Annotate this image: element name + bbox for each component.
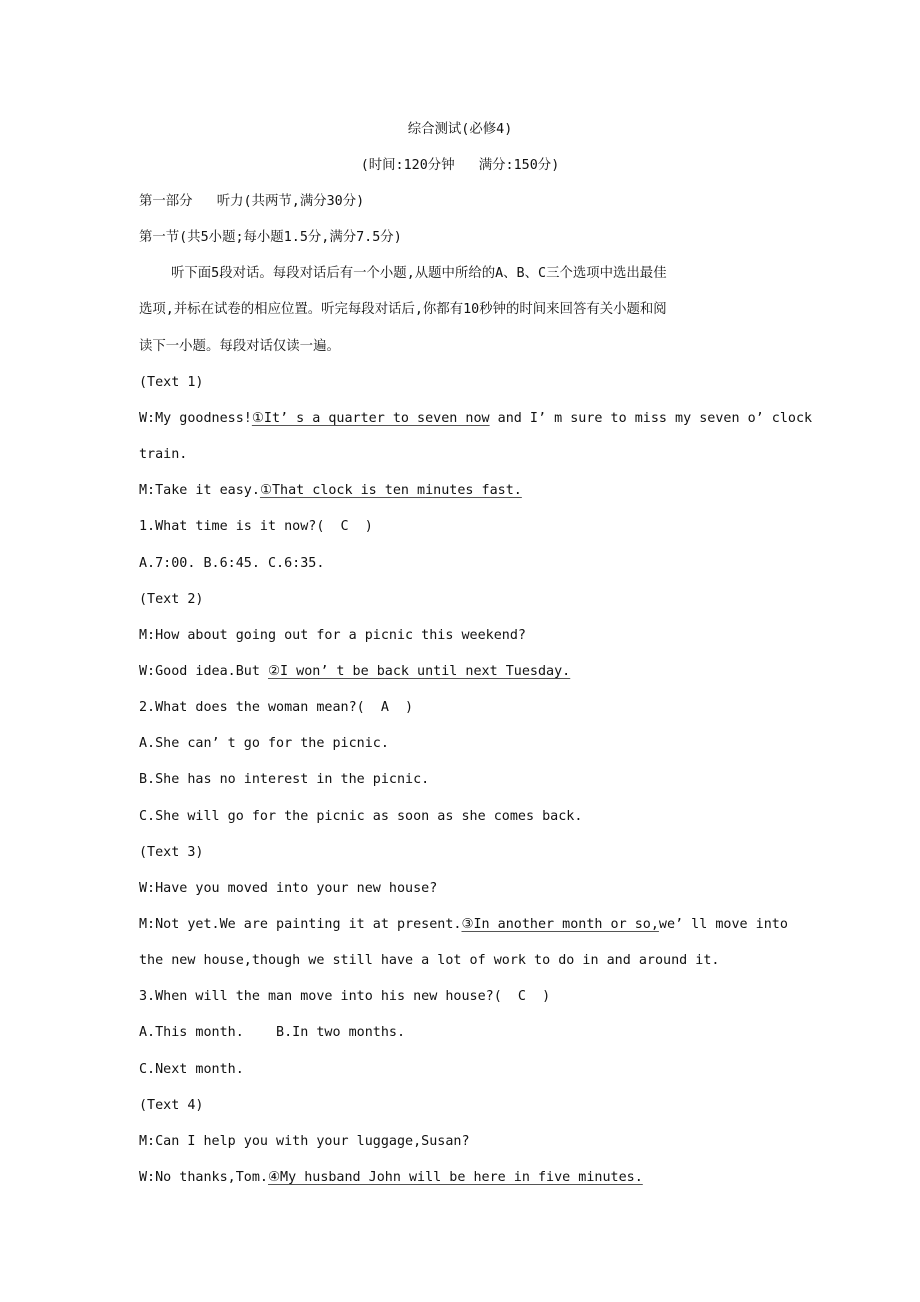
text-segment: W:My goodness! [139, 410, 252, 426]
text-segment: W:Good idea.But [139, 663, 268, 679]
text-segment: 选项,并标在试卷的相应位置。听完每段对话后,你都有10秒钟的时间来回答有关小题和阅 [139, 302, 667, 318]
underlined-text: ③In another month or so, [461, 917, 659, 932]
document-title: 综合测试(必修4) [407, 122, 513, 137]
text-line [139, 663, 570, 681]
text-segment: W:No thanks,Tom. [139, 1170, 268, 1186]
text-segment: M:Can I help you with your luggage,Susan? [139, 1133, 470, 1149]
text-segment: M:How about going out for a picnic this weekend? [139, 627, 526, 643]
text-segment: M:Take it easy. [139, 483, 260, 499]
text-line [139, 1133, 470, 1151]
underlined-text: ②I won’ t be back until next Tuesday. [268, 663, 571, 679]
text-segment: W:Have you moved into your new house? [139, 880, 438, 896]
text-segment: B.She has no interest in the picnic. [139, 772, 430, 788]
text-line [139, 518, 373, 536]
text-line [139, 1061, 244, 1079]
text-segment: 听下面5段对话。每段对话后有一个小题,从题中所给的A、B、C三个选项中选出最佳 [171, 266, 667, 282]
text-segment: (Text 4) [139, 1097, 204, 1113]
text-segment: 第一节(共5小题;每小题1.5分,满分7.5分) [139, 230, 402, 246]
text-line [139, 555, 324, 573]
text-line [139, 627, 526, 645]
text-line [139, 1024, 405, 1042]
text-segment: 1.What time is it now?( C ) [139, 519, 373, 535]
text-segment: M:Not yet.We are painting it at present. [139, 917, 462, 932]
text-line [139, 808, 582, 826]
text-line [139, 338, 340, 356]
text-segment: (Text 1) [139, 374, 204, 390]
text-segment: we’ ll move into [658, 917, 788, 932]
text-segment: A.This month. B.In two months. [139, 1025, 406, 1041]
text-line [139, 193, 364, 211]
text-segment: A.7:00. B.6:45. C.6:35. [139, 555, 325, 571]
text-line [139, 880, 437, 898]
underlined-text: ④My husband John will be here in five minutes. [268, 1170, 643, 1186]
underlined-text: ①It’ s a quarter to seven now [251, 410, 490, 426]
text-line [139, 771, 429, 789]
text-line [139, 735, 389, 753]
text-line [139, 699, 413, 717]
text-line [139, 591, 204, 609]
text-line [139, 410, 812, 428]
text-line [139, 988, 550, 1006]
text-segment: and I’ m sure to miss my seven o’ clock [489, 410, 813, 426]
text-line [139, 1097, 204, 1115]
text-segment: 第一部分 听力(共两节,满分30分) [139, 194, 365, 209]
text-line [139, 229, 402, 247]
text-segment: (Text 2) [139, 591, 204, 607]
text-line [139, 1169, 643, 1187]
text-line [139, 446, 187, 464]
text-segment: C.She will go for the picnic as soon as she comes back. [139, 808, 583, 824]
text-segment: train. [139, 447, 188, 463]
text-segment: C.Next month. [139, 1061, 244, 1077]
underlined-text: ①That clock is ten minutes fast. [259, 483, 522, 499]
document-subtitle: (时间:120分钟 满分:150分) [360, 158, 560, 173]
text-segment: A.She can’ t go for the picnic. [139, 736, 389, 752]
text-segment: 2.What does the woman mean?( A ) [139, 700, 414, 716]
text-line [139, 916, 788, 934]
text-line [139, 844, 204, 862]
text-line [139, 301, 667, 319]
text-segment: 读下一小题。每段对话仅读一遍。 [139, 338, 340, 354]
text-line [139, 374, 204, 392]
text-segment: 3.When will the man move into his new house?( C ) [139, 989, 551, 1005]
text-line [171, 265, 667, 283]
text-line [139, 952, 719, 970]
text-segment: the new house,though we still have a lot of work to do in and around it. [139, 953, 720, 969]
text-line [139, 482, 522, 500]
text-segment: (Text 3) [139, 844, 204, 860]
